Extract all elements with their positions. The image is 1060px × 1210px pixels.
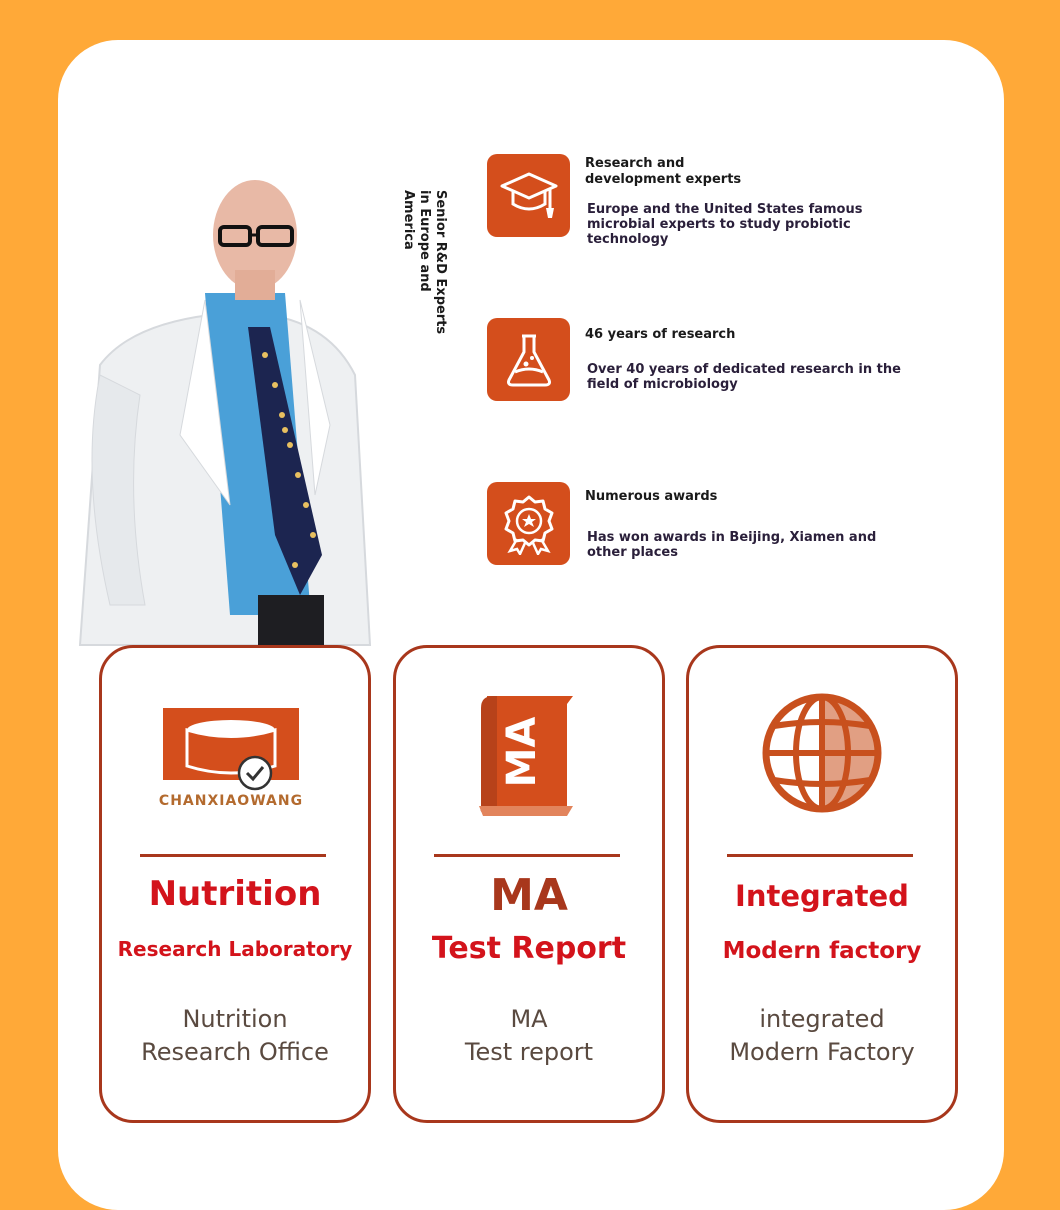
card-title: MA: [490, 870, 568, 921]
expert-caption: Senior R&D Experts in Europe and America: [401, 190, 448, 335]
card-desc-line: integrated: [759, 1005, 885, 1033]
logo-text: MA: [499, 716, 545, 788]
logo-text: CHANXIAOWANG: [158, 793, 304, 809]
feature-rd-experts: [487, 154, 967, 254]
card-title: Nutrition: [148, 874, 322, 914]
flask-icon: [487, 318, 570, 401]
card-divider: [434, 854, 620, 857]
feature-title: 46 years of research: [585, 327, 736, 342]
feature-description: Has won awards in Beijing, Xiamen and other places: [587, 530, 877, 560]
card-ma-report: [393, 645, 665, 1123]
feature-title: Numerous awards: [585, 489, 718, 504]
award-badge-icon: [487, 482, 570, 565]
card-desc-line: MA: [510, 1005, 548, 1033]
card-desc-line: Research Office: [141, 1038, 329, 1066]
card-nutrition-lab: [99, 645, 371, 1123]
feature-awards: [487, 482, 967, 572]
card-subtitle: Test Report: [431, 931, 627, 966]
card-subtitle: Modern factory: [722, 938, 922, 964]
chanxiaowang-logo: [102, 688, 368, 828]
globe-icon: [689, 688, 955, 828]
card-description: [396, 1003, 662, 1069]
card-desc-line: Nutrition: [182, 1005, 288, 1033]
graduation-cap-icon: [487, 154, 570, 237]
card-subtitle: Research Laboratory: [117, 937, 353, 961]
expert-photo: [70, 175, 380, 655]
feature-title: Research and development experts: [585, 156, 742, 187]
card-divider: [727, 854, 913, 857]
feature-years-research: [487, 318, 967, 408]
card-description: [689, 1003, 955, 1069]
feature-description: Over 40 years of dedicated research in the field of microbiology: [587, 362, 901, 392]
ma-logo: [396, 688, 662, 828]
card-title: Integrated: [735, 879, 909, 913]
card-description: [102, 1003, 368, 1069]
card-desc-line: Modern Factory: [729, 1038, 915, 1066]
card-divider: [140, 854, 326, 857]
card-desc-line: Test report: [464, 1038, 594, 1066]
card-integrated-factory: [686, 645, 958, 1123]
feature-description: Europe and the United States famous microbial experts to study probiotic technology: [587, 202, 863, 247]
